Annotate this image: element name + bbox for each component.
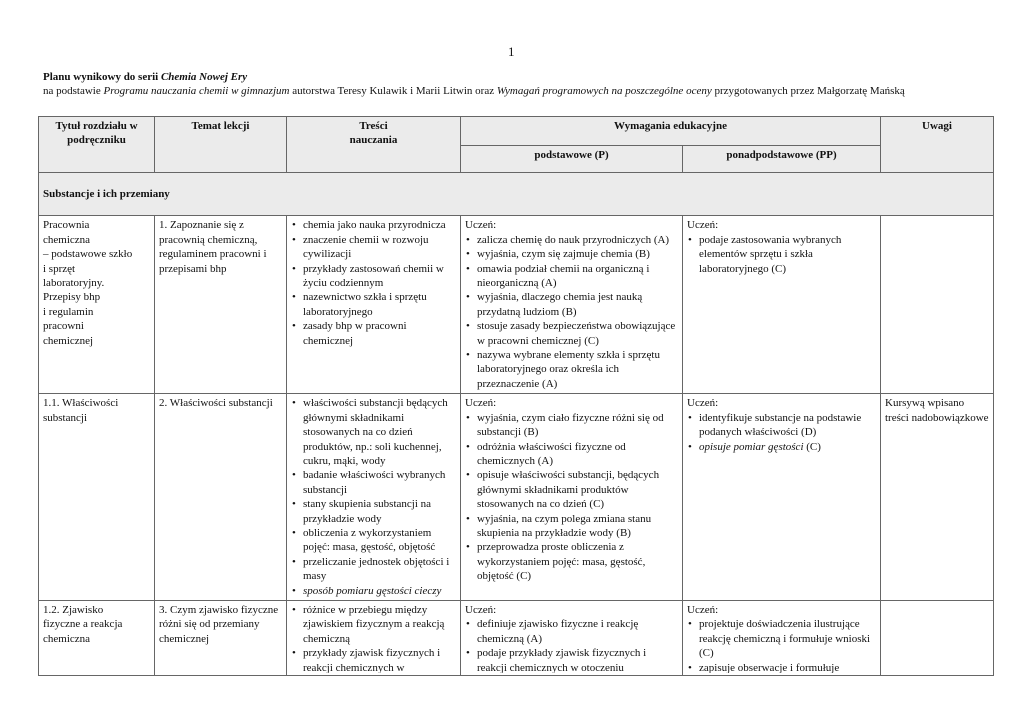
bullet-list — [291, 603, 456, 673]
content-cell — [287, 600, 461, 675]
chapter-title-line: 1.1. Właściwości — [43, 397, 119, 410]
list-item: • znaczenie chemii w rozwoju cywilizacji — [291, 233, 456, 262]
header-line-1: Planu wynikowy do serii Chemia Nowej Ery — [43, 71, 248, 83]
bullet-list — [291, 218, 456, 348]
lesson-topic-cell: 1. Zapoznanie się z pracownią chemiczną, regulaminem pracowni i przepisami bhp — [155, 216, 287, 394]
list-item: • wyjaśnia, dlaczego chemia jest nauką przydatną ludziom (B) — [465, 290, 678, 319]
list-item: • chemia jako nauka przyrodnicza — [291, 218, 456, 232]
chapter-title-line: chemiczna — [43, 632, 91, 645]
chapter-title-line: i sprzęt — [43, 262, 76, 275]
col-advanced-header: ponadpodstawowe (PP) — [683, 146, 881, 173]
list-item: • przeliczanie jednostek objętości i masy — [291, 555, 456, 584]
content-cell — [287, 216, 461, 394]
col-basic-header: podstawowe (P) — [461, 146, 683, 173]
col-content-header: Treści nauczania — [287, 117, 461, 173]
col-requirements-header: Wymagania edukacyjne — [461, 117, 881, 146]
chapter-title-line: chemiczna — [43, 233, 91, 246]
list-item: • wyjaśnia, czym się zajmuje chemia (B) — [465, 247, 678, 261]
notes-cell: Kursywą wpisano treści nadobowiązkowe — [881, 394, 994, 601]
col-topic-header: Temat lekcji — [155, 117, 287, 173]
list-item: • badanie właściwości wybranych substancji — [291, 468, 456, 497]
page-number: 1 — [508, 44, 515, 59]
uczen-label: Uczeń: — [465, 603, 497, 616]
lesson-topic-cell: 3. Czym zjawisko fizyczne różni się od przemiany chemicznej — [155, 600, 287, 675]
list-item: • zapisuje obserwacje i formułuje — [687, 661, 876, 673]
basic-requirements-cell — [461, 600, 683, 675]
list-item: • różnice w przebiegu między zjawiskiem fizycznym a reakcją chemiczną — [291, 603, 456, 646]
section-title: Substancje i ich przemiany — [39, 173, 994, 216]
uczen-label: Uczeń: — [687, 397, 719, 410]
advanced-requirements-cell — [683, 394, 881, 601]
basic-requirements-cell — [461, 394, 683, 601]
chapter-title-cell — [39, 216, 155, 394]
basic-requirements-cell — [461, 216, 683, 394]
chapter-title-line: chemicznej — [43, 334, 94, 347]
list-item: • zalicza chemię do nauk przyrodniczych (A) — [465, 233, 678, 247]
chapter-title-line: Pracownia — [43, 219, 90, 232]
bullet-list — [465, 617, 678, 673]
list-item: • zasady bhp w pracowni chemicznej — [291, 319, 456, 348]
table-row — [39, 394, 994, 601]
uczen-label: Uczeń: — [465, 397, 497, 410]
chapter-title-line: pracowni — [43, 320, 84, 333]
curriculum-table — [38, 116, 994, 676]
col-notes-header: Uwagi — [881, 117, 994, 173]
col-title-header: Tytuł rozdziału w podręczniku — [39, 117, 155, 173]
bullet-list — [465, 233, 678, 391]
chapter-title-line: fizyczne a reakcja — [43, 618, 123, 631]
content-cell — [287, 394, 461, 601]
advanced-requirements-cell — [683, 600, 881, 675]
list-item: • omawia podział chemii na organiczną i nieorganiczną (A) — [465, 262, 678, 291]
italic-text: opisuje pomiar gęstości — [699, 440, 804, 453]
list-item: • odróżnia właściwości fizyczne od chemicznych (A) — [465, 440, 678, 469]
list-item: • nazywa wybrane elementy szkła i sprzętu laboratoryjnego oraz określa ich przeznaczenie (A) — [465, 348, 678, 391]
lesson-topic-cell: 2. Właściwości substancji — [155, 394, 287, 601]
list-item: • obliczenia z wykorzystaniem pojęć: masa, gęstość, objętość — [291, 526, 456, 555]
list-item: • nazewnictwo szkła i sprzętu laboratoryjnego — [291, 290, 456, 319]
list-item: • definiuje zjawisko fizyczne i reakcję chemiczną (A) — [465, 617, 678, 646]
list-item: • podaje przykłady zjawisk fizycznych i reakcji chemicznych w otoczeniu — [465, 646, 678, 673]
table-row — [39, 216, 994, 394]
chapter-title-cell — [39, 600, 155, 675]
list-item: • przykłady zastosowań chemii w życiu codziennym — [291, 262, 456, 291]
bullet-list — [291, 396, 456, 598]
table-body — [39, 216, 994, 676]
uczen-label: Uczeń: — [687, 219, 719, 232]
chapter-title-line: i regulamin — [43, 305, 94, 318]
chapter-title-line: laboratoryjny. — [43, 277, 105, 290]
notes-cell — [881, 600, 994, 675]
bullet-list — [687, 233, 876, 276]
list-item: • przeprowadza proste obliczenia z wykorzystaniem pojęć: masa, gęstość, objętość (C) — [465, 540, 678, 583]
notes-cell — [881, 216, 994, 394]
chapter-title-cell — [39, 394, 155, 601]
list-item: • przykłady zjawisk fizycznych i reakcji chemicznych w — [291, 646, 456, 673]
list-item: • projektuje doświadczenia ilustrujące reakcję chemiczną i formułuje wnioski (C) — [687, 617, 876, 660]
advanced-requirements-cell — [683, 216, 881, 394]
list-item: • stosuje zasady bezpieczeństwa obowiązujące w pracowni chemicznej (C) — [465, 319, 678, 348]
bullet-list — [465, 411, 678, 584]
table-row — [39, 600, 994, 675]
bullet-list — [687, 411, 876, 454]
italic-text: sposób pomiaru gęstości cieczy — [303, 584, 442, 597]
bullet-list — [687, 617, 876, 673]
list-item: • opisuje właściwości substancji, będących głównymi składnikami produktów stosowanych na co dzień (C) — [465, 468, 678, 511]
list-item: • właściwości substancji będących głównymi składnikami stosowanych na co dzień produktów, np.: soli kuchennej, cukru, mąki, wody — [291, 396, 456, 468]
list-item: • wyjaśnia, czym ciało fizyczne różni się od substancji (B) — [465, 411, 678, 440]
list-item: • identyfikuje substancje na podstawie podanych właściwości (D) — [687, 411, 876, 440]
list-item — [291, 584, 456, 598]
uczen-label: Uczeń: — [687, 603, 719, 616]
list-item: • stany skupienia substancji na przykładzie wody — [291, 497, 456, 526]
uczen-label: Uczeń: — [465, 219, 497, 232]
header-line-2: na podstawie Programu nauczania chemii w gimnazjum autorstwa Teresy Kulawik i Marii Litwin oraz Wymagań programowych na poszczególne oceny przygotowanych przez Małgorzatę Mańską — [43, 85, 905, 97]
document-header — [43, 70, 983, 98]
list-item: • opisuje pomiar gęstości (C) — [687, 440, 876, 454]
list-item: • podaje zastosowania wybranych elementów sprzętu i szkła laboratoryjnego (C) — [687, 233, 876, 276]
chapter-title-line: – podstawowe szkło — [43, 248, 133, 261]
chapter-title-line: substancji — [43, 411, 87, 424]
list-item: • wyjaśnia, na czym polega zmiana stanu skupienia na przykładzie wody (B) — [465, 512, 678, 541]
chapter-title-line: 1.2. Zjawisko — [43, 603, 104, 616]
chapter-title-line: Przepisy bhp — [43, 291, 101, 304]
